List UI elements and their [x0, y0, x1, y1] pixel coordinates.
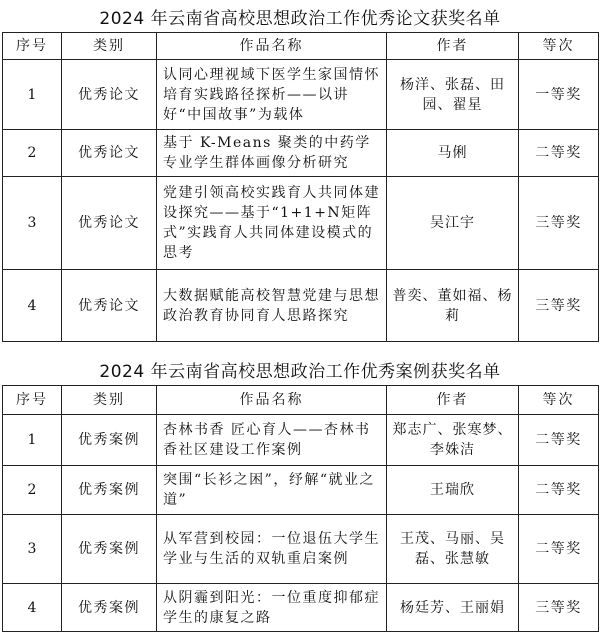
table-header-row: [3, 386, 599, 415]
header-title: 作品名称: [157, 386, 387, 415]
row-title: 党建引领高校实践育人共同体建设探究——基于“1+1+N矩阵式”实践育人共同体建设模式的思考: [157, 177, 387, 270]
table-row: [3, 130, 599, 177]
header-authors: 作者: [387, 33, 519, 60]
row-rank: 二等奖: [519, 515, 599, 584]
table-header-row: [3, 33, 599, 60]
row-rank: 一等奖: [519, 60, 599, 130]
header-category: 类别: [62, 386, 157, 415]
row-authors: 杨廷芳、王丽娟: [387, 584, 519, 632]
row-authors: 王瑞欣: [387, 466, 519, 515]
row-category: 优秀论文: [62, 270, 157, 342]
case-awards-title: 2024 年云南省高校思想政治工作优秀案例获奖名单: [99, 362, 501, 382]
row-no: 1: [3, 415, 62, 466]
header-no: 序号: [3, 33, 62, 60]
paper-awards-table: [2, 32, 599, 342]
row-authors: 普奕、董如福、杨莉: [387, 270, 519, 342]
row-category: 优秀案例: [62, 584, 157, 632]
row-authors: 马俐: [387, 130, 519, 177]
row-rank: 三等奖: [519, 270, 599, 342]
header-rank: 等次: [519, 386, 599, 415]
row-title: 基于 K-Means 聚类的中药学专业学生群体画像分析研究: [157, 130, 387, 177]
row-authors: 郑志广、张寒梦、李姝洁: [387, 415, 519, 466]
row-no: 2: [3, 130, 62, 177]
row-no: 3: [3, 515, 62, 584]
row-rank: 二等奖: [519, 130, 599, 177]
header-authors: 作者: [387, 386, 519, 415]
row-no: 3: [3, 177, 62, 270]
row-category: 优秀论文: [62, 60, 157, 130]
row-no: 2: [3, 466, 62, 515]
row-category: 优秀案例: [62, 515, 157, 584]
row-rank: 三等奖: [519, 584, 599, 632]
row-category: 优秀论文: [62, 177, 157, 270]
table-row: [3, 270, 599, 342]
row-title: 杏林书香 匠心育人——杏林书香社区建设工作案例: [157, 415, 387, 466]
table-row: [3, 466, 599, 515]
row-no: 4: [3, 270, 62, 342]
table-row: [3, 60, 599, 130]
row-category: 优秀案例: [62, 466, 157, 515]
row-no: 1: [3, 60, 62, 130]
row-title: 从阴霾到阳光：一位重度抑郁症学生的康复之路: [157, 584, 387, 632]
paper-awards-title: 2024 年云南省高校思想政治工作优秀论文获奖名单: [99, 9, 501, 29]
row-rank: 二等奖: [519, 415, 599, 466]
table-row: [3, 515, 599, 584]
row-title: 从军营到校园：一位退伍大学生学业与生活的双轨重启案例: [157, 515, 387, 584]
table-row: [3, 584, 599, 632]
header-rank: 等次: [519, 33, 599, 60]
row-rank: 三等奖: [519, 177, 599, 270]
table-row: [3, 177, 599, 270]
row-category: 优秀论文: [62, 130, 157, 177]
row-no: 4: [3, 584, 62, 632]
row-rank: 二等奖: [519, 466, 599, 515]
row-authors: 王茂、马丽、吴磊、张慧敏: [387, 515, 519, 584]
row-authors: 吴江宇: [387, 177, 519, 270]
header-no: 序号: [3, 386, 62, 415]
row-authors: 杨洋、张磊、田园、翟星: [387, 60, 519, 130]
row-title: 大数据赋能高校智慧党建与思想政治教育协同育人思路探究: [157, 270, 387, 342]
table-row: [3, 415, 599, 466]
case-awards-table: [2, 385, 599, 632]
row-title: 认同心理视域下医学生家国情怀培育实践路径探析——以讲好“中国故事”为载体: [157, 60, 387, 130]
row-title: 突围“长衫之困”，纾解“就业之道”: [157, 466, 387, 515]
header-title: 作品名称: [157, 33, 387, 60]
header-category: 类别: [62, 33, 157, 60]
row-category: 优秀案例: [62, 415, 157, 466]
